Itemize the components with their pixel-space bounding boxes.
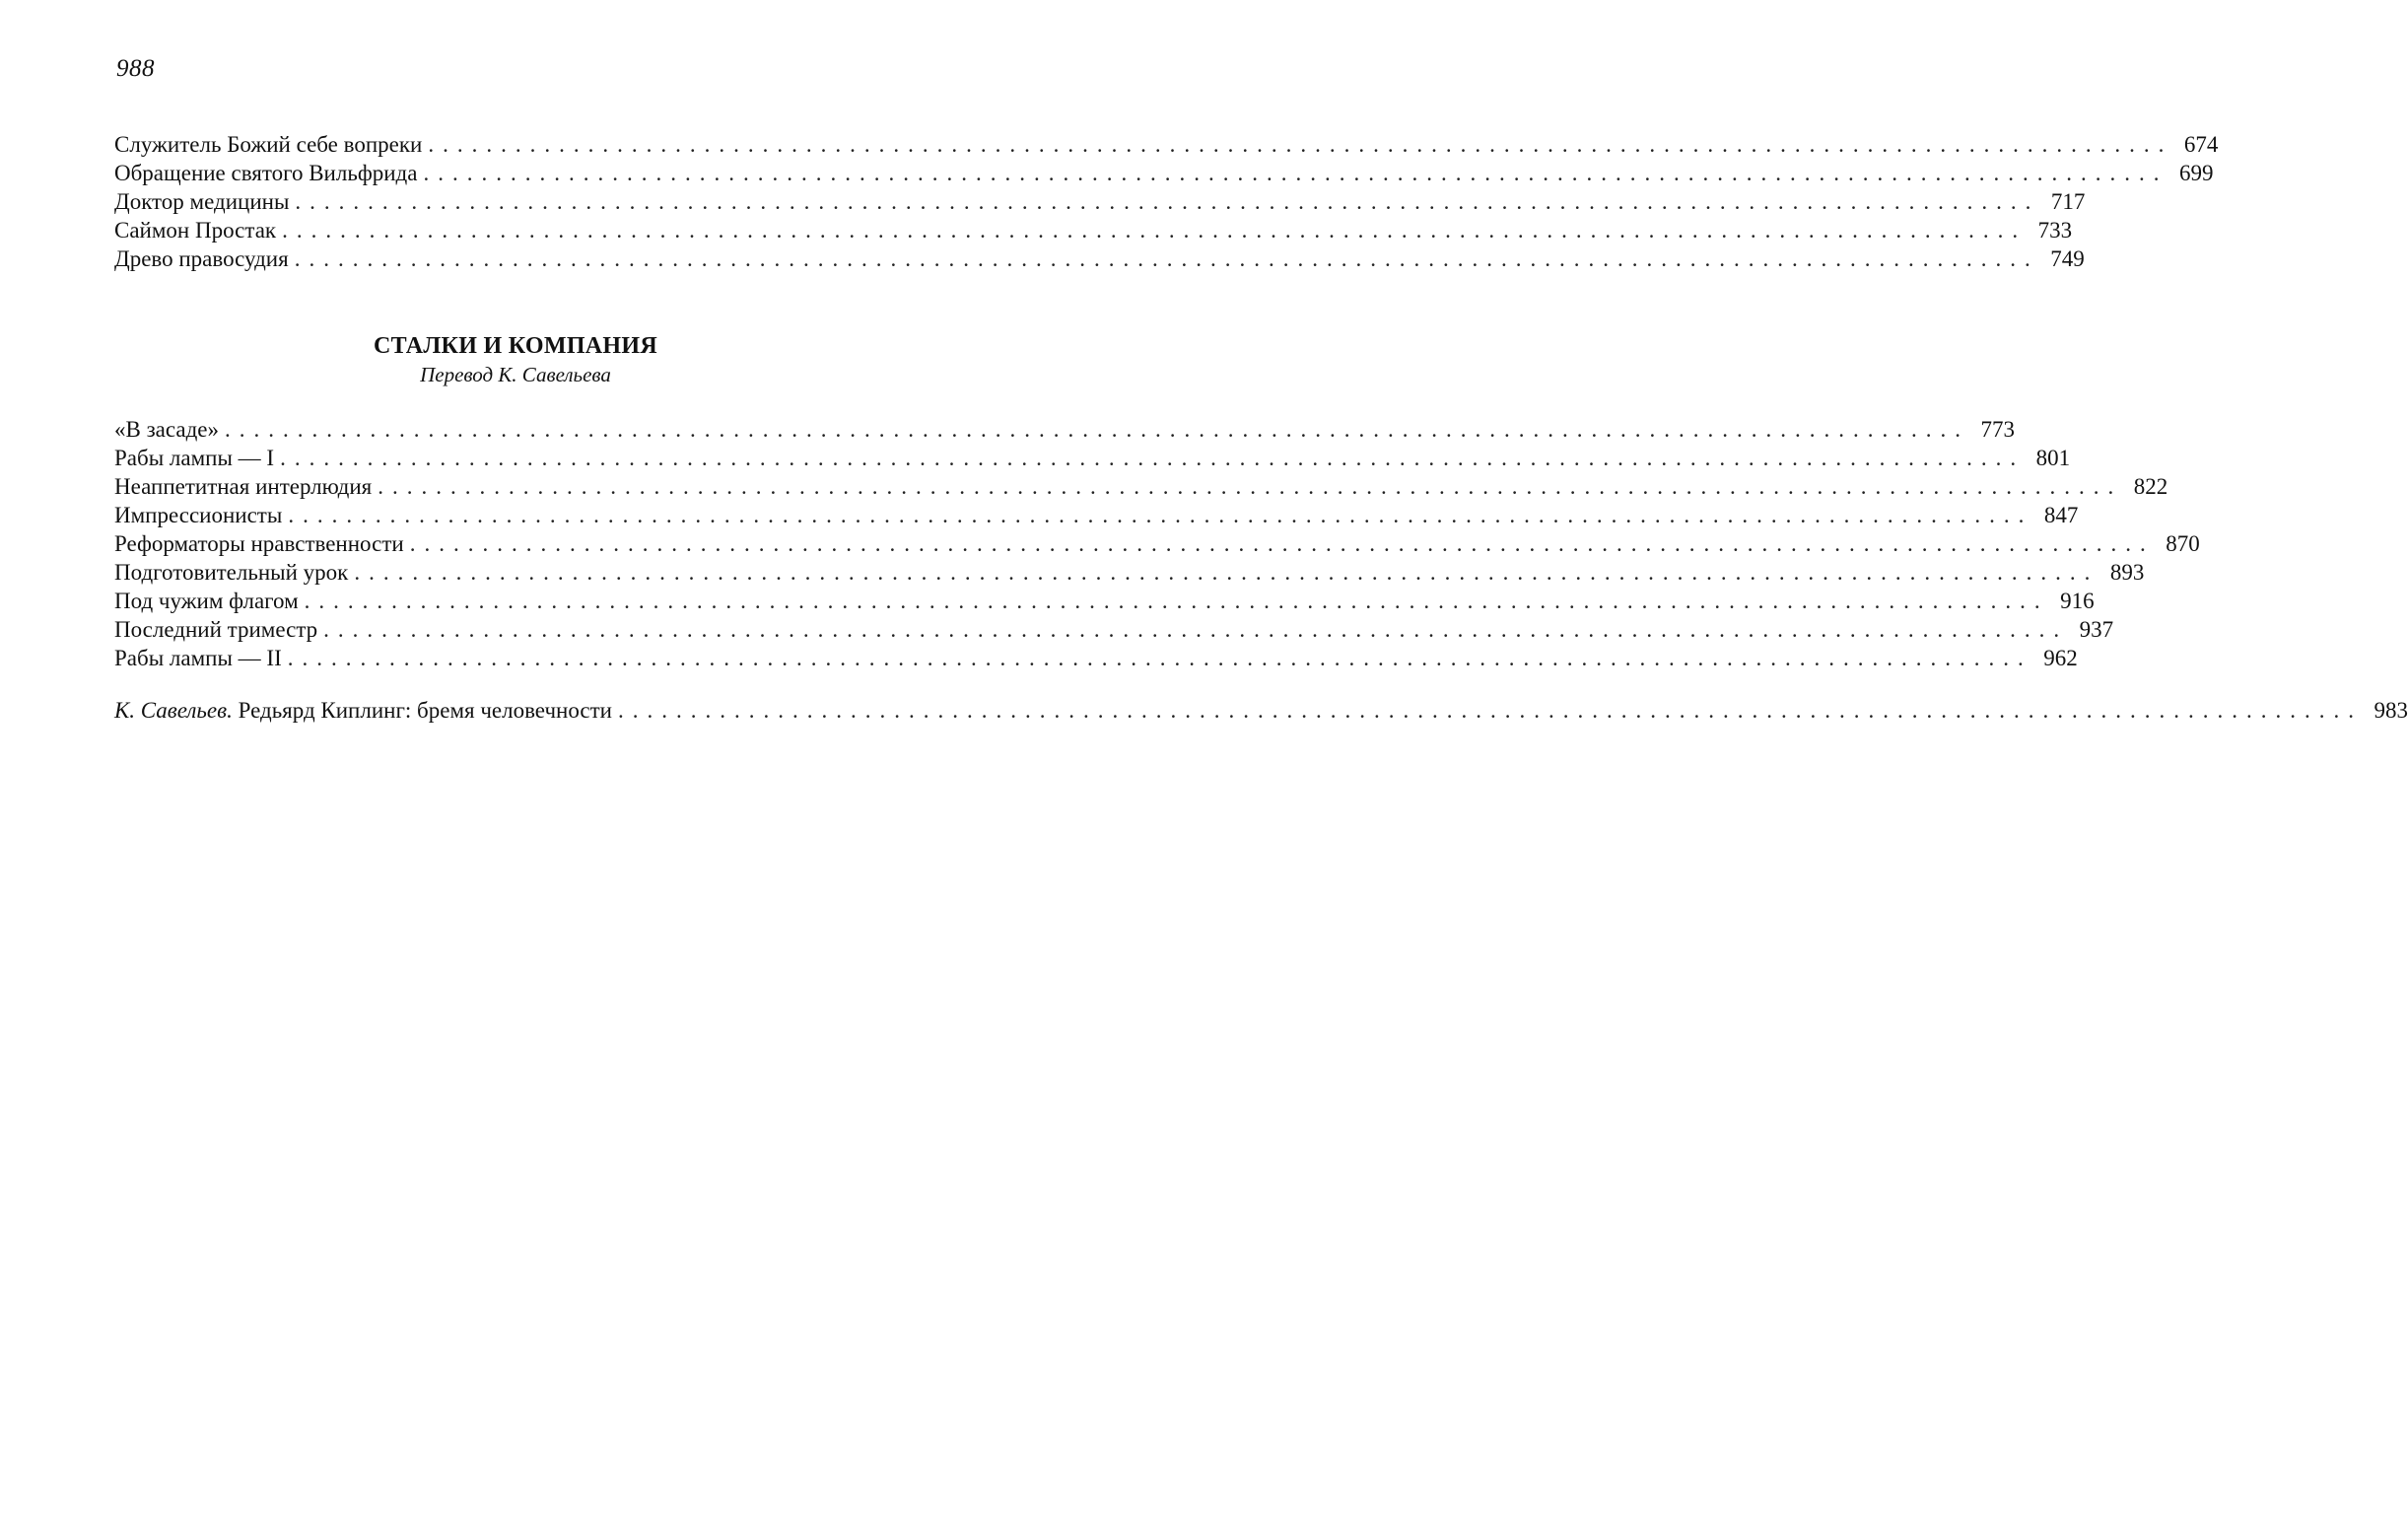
- toc-entry: [114, 415, 2015, 444]
- toc-entry: [114, 558, 2145, 587]
- toc-entry-title: Служитель Божий себе вопреки: [114, 130, 428, 159]
- toc-entry: [114, 130, 2219, 159]
- toc-entry-page: 916: [2060, 589, 2095, 613]
- toc-entry-title: Рабы лампы — I: [114, 444, 280, 472]
- toc-entry-afterword: [114, 696, 2408, 725]
- toc-entry: [114, 501, 2079, 529]
- toc-entry-title: Последний триместр: [114, 615, 323, 644]
- toc-entry-page: 699: [2178, 161, 2214, 185]
- dot-leader: ........................................................................................................................: [280, 446, 2026, 470]
- afterword-author: К. Савельев.: [114, 698, 233, 723]
- toc-entry-page: 983: [2374, 698, 2408, 723]
- toc-entry-title: Подготовительный урок: [114, 558, 354, 587]
- toc-entry-page: 717: [2050, 189, 2086, 214]
- page-number: 988: [116, 55, 155, 82]
- dot-leader: ........................................................................................................................: [287, 646, 2032, 670]
- dot-leader: ........................................................................................................................: [354, 560, 2099, 585]
- dot-leader: ........................................................................................................................: [225, 417, 1969, 442]
- toc-entry-title: Обращение святого Вильфрида: [114, 159, 423, 187]
- toc-entry: [114, 615, 2114, 644]
- dot-leader: ........................................................................................................................: [295, 189, 2040, 214]
- toc-entry: [114, 472, 2168, 501]
- toc-entry-page: 801: [2035, 446, 2071, 470]
- toc-entry-page: 674: [2183, 132, 2219, 157]
- toc-entry-page: 937: [2079, 617, 2114, 642]
- toc-entry-title: Доктор медицины: [114, 187, 295, 216]
- dot-leader: ........................................................................................................................: [423, 161, 2168, 185]
- dot-leader: ........................................................................................................................: [409, 531, 2155, 556]
- toc-entry: [114, 187, 2086, 216]
- toc-entry-title: «В засаде»: [114, 415, 225, 444]
- toc-entry-page: 870: [2166, 531, 2200, 556]
- toc-entry: [114, 159, 2214, 187]
- toc-entry-title: [114, 696, 618, 725]
- toc-entry: [114, 644, 2078, 672]
- afterword-title: Редьярд Киплинг: бремя человечности: [238, 698, 612, 723]
- section-translator: Перевод К. Савельева: [420, 363, 611, 386]
- toc-list-continued: [114, 130, 2219, 273]
- toc-list-section: [114, 415, 2200, 672]
- dot-leader: ........................................................................................................................: [304, 589, 2049, 613]
- dot-leader: ........................................................................................................................: [428, 132, 2173, 157]
- toc-entry: [114, 444, 2071, 472]
- dot-leader: ........................................................................................................................: [617, 698, 2363, 723]
- dot-leader: ........................................................................................................................: [294, 246, 2039, 271]
- toc-list-afterword: [114, 696, 2408, 725]
- toc-entry-page: 733: [2037, 218, 2073, 243]
- toc-entry-title: Древо правосудия: [114, 244, 295, 273]
- toc-entry-title: Саймон Простак: [114, 216, 282, 244]
- dot-leader: ........................................................................................................................: [378, 474, 2123, 499]
- toc-entry-page: 893: [2109, 560, 2145, 585]
- toc-entry-title: Реформаторы нравственности: [114, 529, 410, 558]
- toc-entry-title: Импрессионисты: [114, 501, 288, 529]
- toc-entry: [114, 216, 2073, 244]
- toc-entry-title: Неаппетитная интерлюдия: [114, 472, 378, 501]
- toc-entry-title: Под чужим флагом: [114, 587, 305, 615]
- toc-entry: [114, 587, 2095, 615]
- section-title: СТАЛКИ И КОМПАНИЯ: [374, 333, 657, 359]
- toc-entry-page: 962: [2043, 646, 2078, 670]
- toc-entry: [114, 244, 2085, 273]
- dot-leader: ........................................................................................................................: [282, 218, 2028, 243]
- toc-entry-title: Рабы лампы — II: [114, 644, 288, 672]
- toc-entry-page: 749: [2050, 246, 2085, 271]
- dot-leader: ........................................................................................................................: [288, 503, 2033, 527]
- toc-entry-page: 822: [2133, 474, 2168, 499]
- toc-entry-page: 847: [2043, 503, 2079, 527]
- toc-entry-page: 773: [1980, 417, 2015, 442]
- toc-entry: [114, 529, 2200, 558]
- dot-leader: ........................................................................................................................: [323, 617, 2069, 642]
